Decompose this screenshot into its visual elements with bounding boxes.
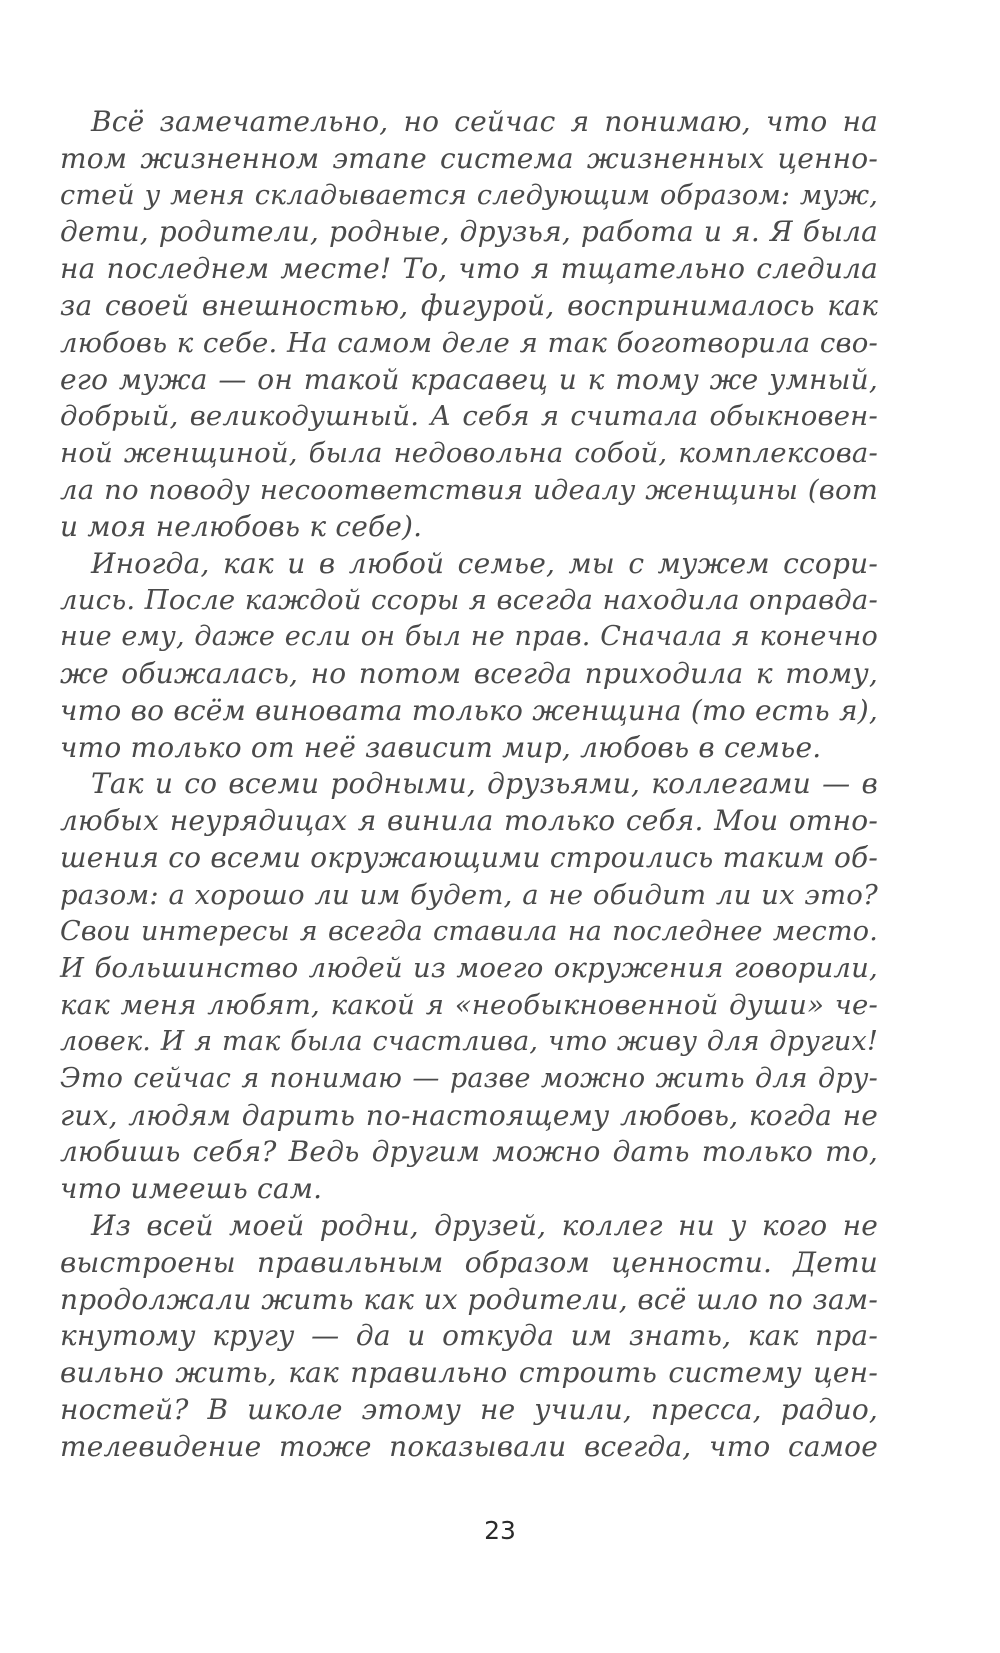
text-line: Всё замечательно, но сейчас я понимаю, что на	[91, 105, 878, 138]
text-line: телевидение тоже показывали всегда, что самое	[60, 1429, 878, 1463]
page-number: 23	[484, 1516, 516, 1545]
text-line: что во всём виновата только женщина (то есть я),	[60, 693, 878, 727]
text-line: гих, людям дарить по-настоящему любовь, когда не	[60, 1098, 878, 1132]
text-line: что имеешь сам.	[60, 1172, 323, 1206]
text-line: ностей? В школе этому не учили, пресса, радио,	[60, 1392, 878, 1426]
text-line: за своей внешностью, фигурой, воспринималось как	[60, 288, 878, 322]
text-line: Иногда, как и в любой семье, мы с мужем ссори-	[91, 546, 878, 580]
text-line: любовь к себе. На самом деле я так боготворила сво-	[60, 326, 878, 359]
text-line: И большинство людей из моего окружения говорили,	[60, 952, 878, 985]
text-line: как меня любят, какой я «необыкновенной души» че-	[60, 989, 878, 1022]
text-line: Так и со всеми родными, друзьями, коллегами — в	[91, 767, 878, 801]
paragraph	[60, 1208, 878, 1466]
text-line: выстроены правильным образом ценности. Дети	[60, 1245, 878, 1279]
text-line: ной женщиной, была недовольна собой, комплексова-	[60, 437, 878, 470]
paragraph	[60, 766, 878, 1208]
text-line: ние ему, даже если он был не прав. Сначала я конечно	[60, 621, 878, 653]
text-line: и моя нелюбовь к себе).	[60, 509, 423, 543]
text-line: Из всей моей родни, друзей, коллег ни у кого не	[91, 1208, 878, 1242]
text-line: его мужа — он такой красавец и к тому же умный,	[60, 362, 878, 396]
paragraph	[60, 546, 878, 767]
text-line: разом: а хорошо ли им будет, а не обидит ли их это?	[60, 878, 878, 911]
text-line: Это сейчас я понимаю — разве можно жить для дру-	[60, 1062, 878, 1094]
text-line: добрый, великодушный. А себя я считала обыкновен-	[60, 400, 878, 433]
text-line: стей у меня складывается следующим образом: муж,	[60, 179, 878, 211]
text-line: на последнем месте! То, что я тщательно следила	[60, 252, 878, 286]
book-page-text	[60, 104, 878, 1465]
text-line: ла по поводу несоответствия идеалу женщины (вот	[60, 473, 878, 506]
text-line: лись. После каждой ссоры я всегда находила оправда-	[60, 584, 878, 617]
text-line: том жизненном этапе система жизненных ценно-	[60, 141, 878, 175]
text-line: любишь себя? Ведь другим можно дать только то,	[60, 1135, 878, 1169]
text-line: же обижалась, но потом всегда приходила к тому,	[60, 656, 878, 690]
text-line: шения со всеми окружающими строились таким об-	[60, 840, 878, 874]
text-line: любых неурядицах я винила только себя. Мои отно-	[60, 804, 878, 838]
text-line: вильно жить, как правильно строить систему цен-	[60, 1356, 878, 1390]
text-line: продолжали жить как их родители, всё шло по зам-	[60, 1282, 878, 1316]
text-line: ловек. И я так была счастлива, что живу для других!	[60, 1025, 878, 1057]
text-line: Свои интересы я всегда ставила на последнее место.	[60, 915, 878, 947]
text-line: что только от неё зависит мир, любовь в семье.	[60, 730, 822, 764]
paragraph	[60, 104, 878, 546]
text-line: кнутому кругу — да и откуда им знать, как пра-	[60, 1319, 878, 1353]
text-line: дети, родители, родные, друзья, работа и я. Я была	[60, 215, 878, 249]
